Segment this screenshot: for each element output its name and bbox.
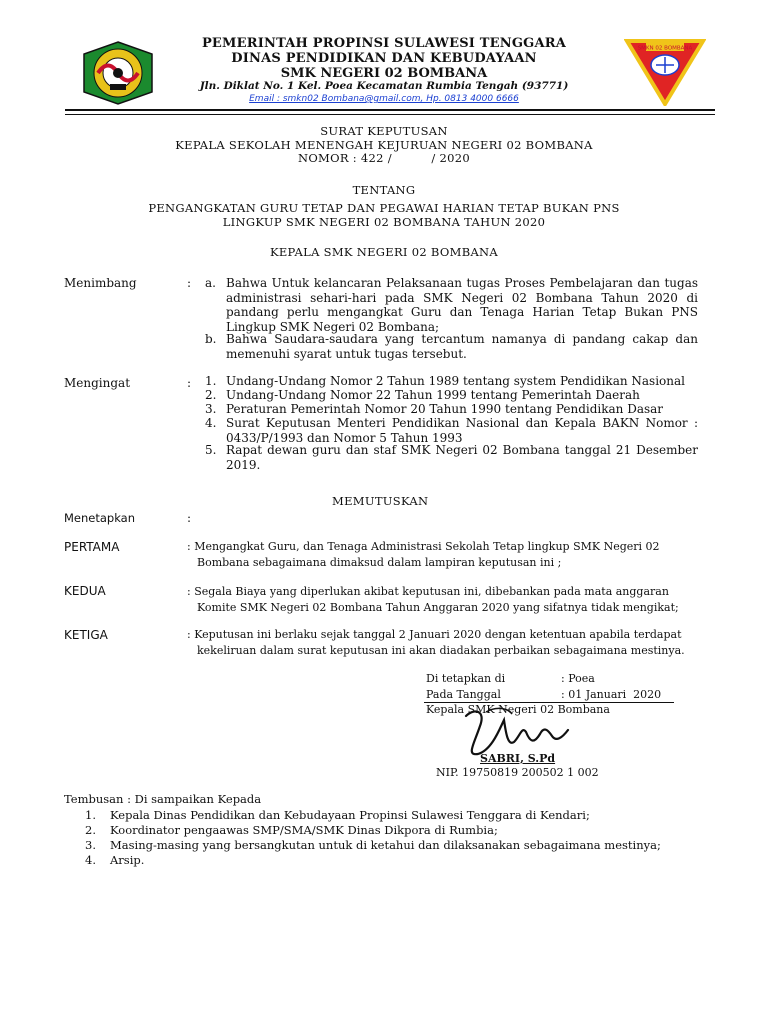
date-value: : 01 Januari 2020	[561, 688, 662, 701]
mengingat-3-text: Peraturan Pemerintah Nomor 20 Tahun 1990 tentang Pendidikan Dasar	[226, 402, 664, 416]
tembusan-2-mark: 2.	[85, 823, 96, 837]
school-emblem-right	[624, 38, 706, 106]
signatory-name: SABRI, S.Pd	[480, 752, 556, 765]
pertama-text: : Mengangkat Guru, dan Tenaga Administrasi Sekolah Tetap lingkup SMK Negeri 02	[187, 540, 660, 553]
menimbang-label: Menimbang	[64, 276, 137, 290]
mengingat-2-mark: 2.	[205, 388, 217, 402]
kedua-text-2: Komite SMK Negeri 02 Bombana Tahun Anggaran 2020 yang sifatnya tidak mengikat;	[197, 601, 679, 614]
ketiga-text-2: kekeliruan dalam surat keputusan ini akan diadakan perbaikan sebagaimana mestinya.	[197, 644, 685, 657]
place-value: : Poea	[561, 672, 595, 685]
mengingat-3-mark: 3.	[205, 402, 217, 416]
doc-title: SURAT KEPUTUSAN	[320, 124, 448, 138]
subject-line-2: LINGKUP SMK NEGERI 02 BOMBANA TAHUN 2020	[222, 215, 546, 229]
tentang-heading: TENTANG	[352, 183, 416, 197]
kop-contact[interactable]: Email : smkn02 Bombana@gmail.com, Hp. 0813 4000 6666	[249, 94, 519, 104]
memutuskan-heading: MEMUTUSKAN	[332, 494, 429, 508]
ketiga-label: KETIGA	[64, 628, 108, 642]
header-rule-thin	[65, 114, 715, 115]
menetapkan-label: Menetapkan	[64, 511, 136, 525]
kedua-text: : Segala Biaya yang diperlukan akibat keputusan ini, dibebankan pada mata anggaran	[187, 585, 669, 598]
mengingat-label: Mengingat	[64, 376, 131, 390]
tembusan-4-mark: 4.	[85, 853, 96, 867]
kop-address: Jln. Diklat No. 1 Kel. Poea Kecamatan Rumbia Tengah (93771)	[199, 80, 569, 92]
signatory-position: Kepala SMK Negeri 02 Bombana	[426, 703, 610, 716]
tembusan-1-mark: 1.	[85, 808, 96, 822]
pertama-text-2: Bombana sebagaimana dimaksud dalam lampiran keputusan ini ;	[197, 556, 562, 569]
tembusan-3-text: Masing-masing yang bersangkutan untuk di ketahui dan dilaksanakan sebagaimana mestinya;	[110, 838, 661, 852]
mengingat-4-mark: 4.	[205, 416, 217, 430]
kop-line-2: DINAS PENDIDIKAN DAN KEBUDAYAAN	[231, 51, 537, 66]
place-label: Di tetapkan di	[426, 672, 506, 685]
tembusan-4-text: Arsip.	[110, 853, 145, 867]
kedua-label: KEDUA	[64, 584, 106, 598]
mengingat-2-text: Undang-Undang Nomor 22 Tahun 1999 tentang Pemerintah Daerah	[226, 388, 640, 402]
mengingat-1-mark: 1.	[205, 374, 217, 388]
ketiga-text: : Keputusan ini berlaku sejak tanggal 2 Januari 2020 dengan ketentuan apabila terdapat	[187, 628, 682, 641]
right-logo-text: SMKN 02 BOMBANA	[637, 45, 693, 52]
school-emblem-left	[80, 40, 156, 106]
issuer-heading: KEPALA SMK NEGERI 02 BOMBANA	[269, 245, 499, 259]
tembusan-2-text: Koordinator pengaawas SMP/SMA/SMK Dinas Dikpora di Rumbia;	[110, 823, 498, 837]
mengingat-colon: :	[187, 376, 192, 390]
header-rule-thick	[65, 109, 715, 111]
tembusan-3-mark: 3.	[85, 838, 96, 852]
kop-line-1: PEMERINTAH PROPINSI SULAWESI TENGGARA	[201, 36, 567, 51]
menimbang-a-text: Bahwa Untuk kelancaran Pelaksanaan tugas Proses Pembelajaran dan tugas administrasi sehari-hari pada SMK Negeri 02 Bombana Tahun 2020 di pandang perlu mengangkat Guru dan Tenaga Harian Tetap Bukan PNS Lingkup SMK Negeri 02 Bombana;	[226, 276, 698, 334]
subject-line-1: PENGANGKATAN GURU TETAP DAN PEGAWAI HARIAN TETAP BUKAN PNS	[148, 201, 620, 215]
menimbang-b-mark: b.	[205, 332, 217, 346]
tembusan-1-text: Kepala Dinas Pendidikan dan Kebudayaan Propinsi Sulawesi Tenggara di Kendari;	[110, 808, 590, 822]
menimbang-a-mark: a.	[205, 276, 216, 290]
date-label: Pada Tanggal	[426, 688, 501, 701]
signatory-nip: NIP. 19750819 200502 1 002	[436, 766, 599, 779]
mengingat-1-text: Undang-Undang Nomor 2 Tahun 1989 tentang system Pendidikan Nasional	[226, 374, 685, 388]
pertama-label: PERTAMA	[64, 540, 120, 554]
mengingat-4-text: Surat Keputusan Menteri Pendidikan Nasional dan Kepala BAKN Nomor : 0433/P/1993 dan Nomor 5 Tahun 1993	[226, 416, 698, 445]
menetapkan-colon: :	[187, 511, 192, 525]
menimbang-colon: :	[187, 276, 192, 290]
mengingat-5-mark: 5.	[205, 443, 217, 457]
menimbang-b-text: Bahwa Saudara-saudara yang tercantum namanya di pandang cakap dan memenuhi syarat untuk tugas tersebut.	[226, 332, 698, 361]
tembusan-title: Tembusan : Di sampaikan Kepada	[64, 792, 262, 806]
doc-number: NOMOR : 422 / / 2020	[297, 151, 471, 165]
doc-title-2: KEPALA SEKOLAH MENENGAH KEJURUAN NEGERI 02 BOMBANA	[175, 138, 593, 152]
mengingat-5-text: Rapat dewan guru dan staf SMK Negeri 02 Bombana tanggal 21 Desember 2019.	[226, 443, 698, 472]
kop-line-3: SMK NEGERI 02 BOMBANA	[280, 66, 488, 81]
